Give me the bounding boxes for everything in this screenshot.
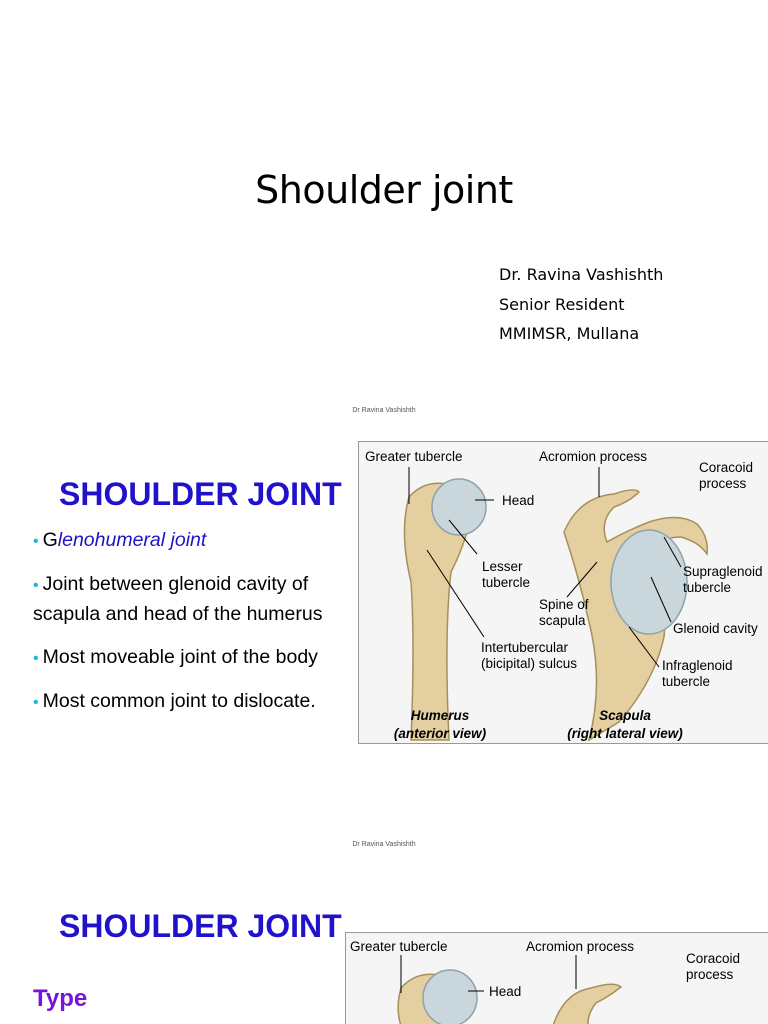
- list-item: [33, 687, 363, 717]
- label-intertubercular-1: Intertubercular: [481, 640, 569, 655]
- slide-footer: Dr Ravina Vashishth: [352, 407, 416, 414]
- list-item: [33, 570, 363, 629]
- slide-footer: Dr Ravina Vashishth: [352, 841, 416, 848]
- label-coracoid-1: Coracoid: [686, 951, 741, 966]
- author-block: [499, 260, 663, 349]
- caption-humerus-1: Humerus: [410, 708, 470, 723]
- label-intertubercular-2: (bicipital) sulcus: [481, 656, 578, 671]
- label-infraglenoid-1: Infraglenoid: [662, 658, 733, 673]
- label-head: Head: [489, 984, 522, 999]
- label-coracoid-1: Coracoid: [699, 460, 754, 475]
- list-item: [33, 526, 363, 556]
- humeral-head: [432, 479, 486, 535]
- anatomy-illustration: [346, 933, 768, 1024]
- content-slide-partial: [0, 864, 768, 1024]
- bullet-text: Most moveable joint of the body: [42, 646, 318, 668]
- label-lesser-2: tubercle: [482, 575, 531, 590]
- anatomy-illustration: [359, 442, 768, 743]
- content-slide: [0, 432, 768, 864]
- shoulder-anatomy-figure: [345, 932, 768, 1024]
- label-greater-tubercle: Greater tubercle: [365, 449, 463, 464]
- label-acromion-process: Acromion process: [539, 449, 648, 464]
- author-institution: MMIMSR, Mullana: [499, 324, 640, 343]
- bullet-text-continued: scapula and head of the humerus: [33, 603, 323, 625]
- bullet-icon: •: [33, 533, 39, 550]
- presentation-title: Shoulder joint: [255, 168, 513, 212]
- slide-heading: SHOULDER JOINT: [59, 908, 342, 944]
- label-glenoid-cavity: Glenoid cavity: [673, 621, 758, 636]
- title-slide: [0, 0, 768, 432]
- label-head: Head: [502, 493, 535, 508]
- scapula-bone: [551, 984, 621, 1024]
- bullet-icon: •: [33, 694, 39, 711]
- label-acromion-process: Acromion process: [526, 939, 635, 954]
- caption-humerus-2: (anterior view): [393, 726, 487, 741]
- bullet-text: Most common joint to dislocate.: [42, 690, 316, 712]
- bullet-list: [33, 526, 363, 731]
- bullet-icon: •: [33, 650, 39, 667]
- caption-scapula-1: Scapula: [599, 708, 651, 723]
- label-infraglenoid-2: tubercle: [662, 674, 711, 689]
- glenoid-cavity-shape: [611, 530, 687, 634]
- caption-scapula-2: (right lateral view): [567, 726, 683, 741]
- label-greater-tubercle: Greater tubercle: [350, 939, 448, 954]
- label-spine-2: scapula: [539, 613, 586, 628]
- list-item: [33, 643, 363, 673]
- author-position: Senior Resident: [499, 294, 625, 314]
- label-coracoid-2: process: [699, 476, 747, 491]
- label-coracoid-2: process: [686, 967, 734, 982]
- label-spine-1: Spine of: [539, 597, 589, 612]
- label-lesser-1: Lesser: [482, 559, 523, 574]
- label-supraglenoid-2: tubercle: [683, 580, 732, 595]
- bullet-icon: •: [33, 577, 39, 594]
- slide-heading: SHOULDER JOINT: [59, 476, 342, 512]
- bullet-prefix: G: [42, 529, 58, 551]
- humeral-head: [423, 970, 477, 1024]
- bullet-text: lenohumeral joint: [57, 529, 207, 551]
- type-label: Type: [33, 985, 88, 1012]
- bullet-text: Joint between glenoid cavity of: [42, 573, 309, 595]
- label-supraglenoid-1: Supraglenoid: [683, 564, 763, 579]
- author-name: Dr. Ravina Vashishth: [499, 265, 664, 284]
- shoulder-anatomy-figure: [358, 441, 768, 744]
